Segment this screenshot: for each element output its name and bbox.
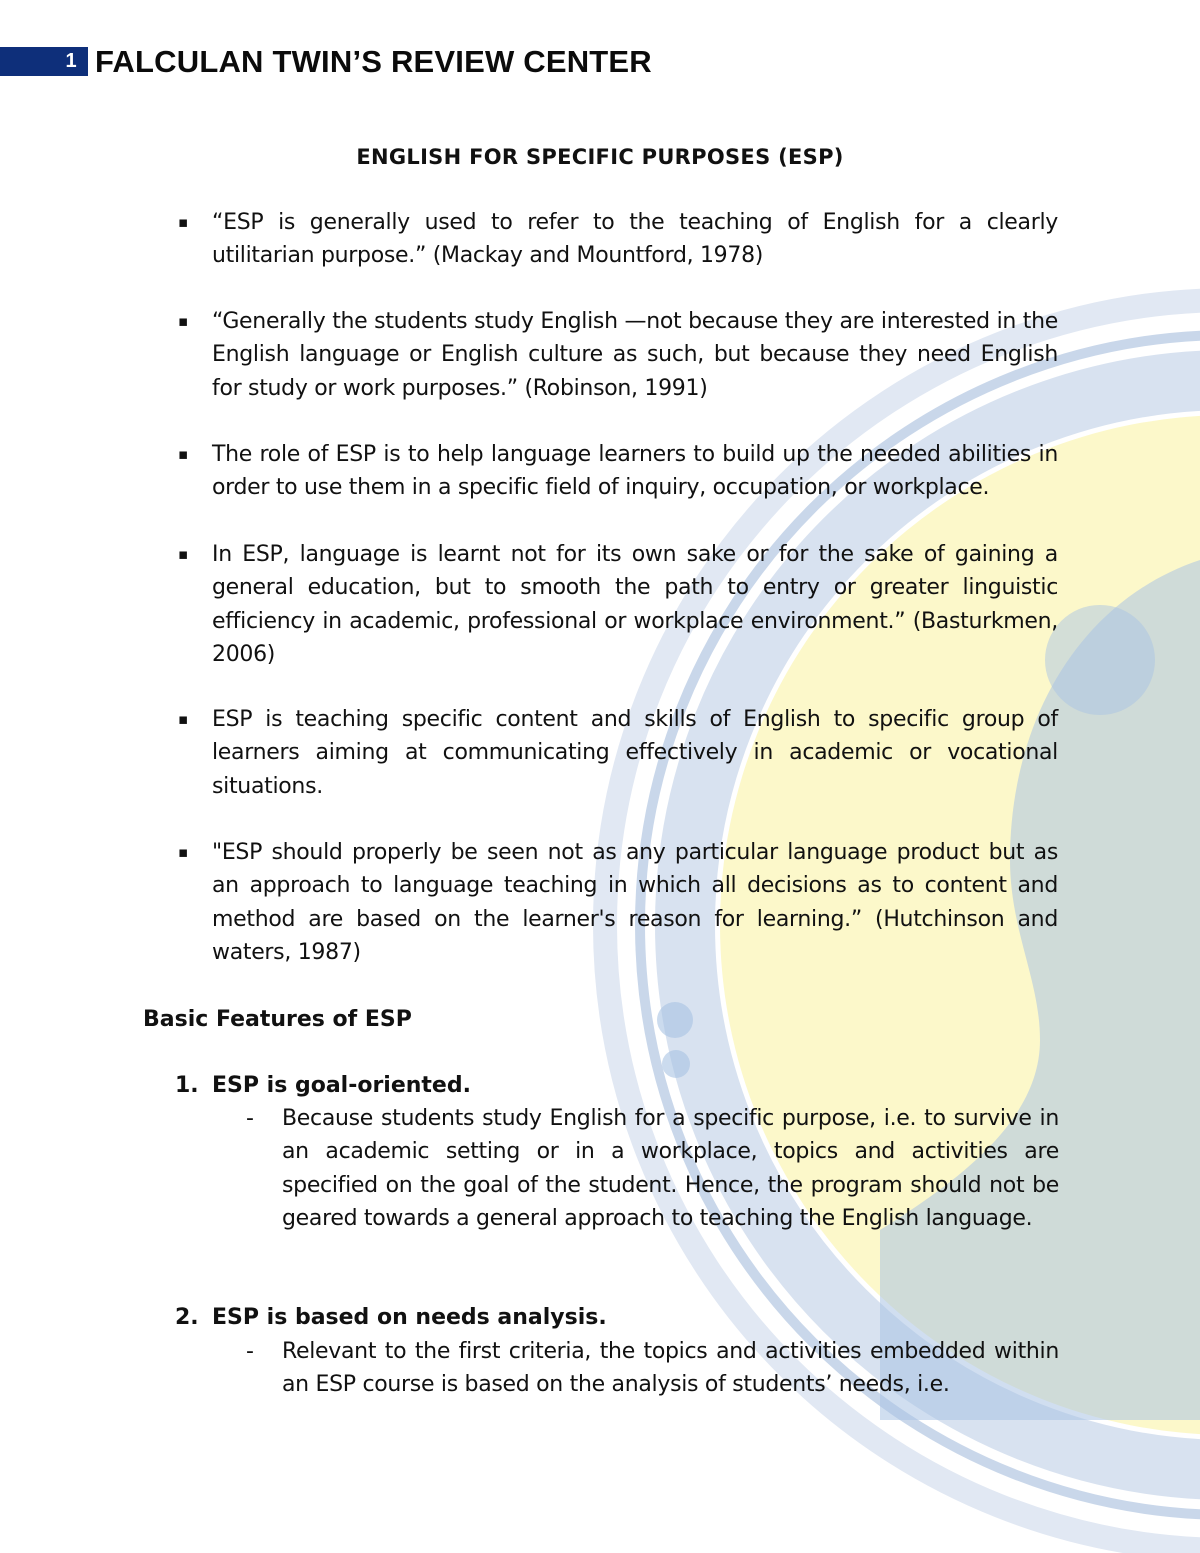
bullet-paragraph: "ESP should properly be seen not as any particular language product but as an approach to language teaching in which all decisions as to content and method are based on the learner's reason for learning.” (Hutchinson and waters, 1987)	[212, 840, 1058, 965]
bullet-marker: ▪	[178, 312, 189, 330]
bullet-paragraph: ESP is teaching specific content and skills of English to specific group of learners aiming at communicating effectively in academic or vocational situations.	[212, 707, 1058, 799]
feature-number: 2.	[175, 1305, 199, 1330]
bullet-paragraph: “ESP is generally used to refer to the teaching of English for a clearly utilitarian purpose.” (Mackay and Mountford, 1978)	[212, 210, 1058, 269]
bullet-paragraph: The role of ESP is to help language learners to build up the needed abilities in order to use them in a specific field of inquiry, occupation, or workplace.	[212, 442, 1058, 501]
header-title: FALCULAN TWIN’S REVIEW CENTER	[95, 44, 652, 79]
bullet-paragraph: “Generally the students study English —not because they are interested in the English language or English culture as such, but because they need English for study or work purposes.” (Robinson, 1991)	[212, 309, 1058, 401]
document-title: ENGLISH FOR SPECIFIC PURPOSES (ESP)	[356, 145, 844, 169]
bullet-marker: ▪	[178, 545, 189, 563]
feature-number: 1.	[175, 1073, 199, 1098]
section-title: Basic Features of ESP	[143, 1007, 412, 1032]
dash-marker: -	[246, 1339, 254, 1364]
bullet-marker: ▪	[178, 710, 189, 728]
page-number: 1	[65, 50, 77, 72]
feature-title: ESP is goal-oriented.	[212, 1073, 471, 1098]
bullet-marker: ▪	[178, 213, 189, 231]
feature-description: Because students study English for a specific purpose, i.e. to survive in an academic setting or in a workplace, topics and activities are specified on the goal of the student. Hence, the program should not be geared towards a general approach to teaching the English language.	[282, 1106, 1059, 1231]
feature-description: Relevant to the first criteria, the topics and activities embedded within an ESP course is based on the analysis of students’ needs, i.e.	[282, 1339, 1059, 1398]
dash-marker: -	[246, 1106, 254, 1131]
bullet-paragraph: In ESP, language is learnt not for its own sake or for the sake of gaining a general education, but to smooth the path to entry or greater linguistic efficiency in academic, professional or workplace environment.” (Basturkmen, 2006)	[212, 542, 1058, 667]
feature-title: ESP is based on needs analysis.	[212, 1305, 607, 1330]
bullet-marker: ▪	[178, 843, 189, 861]
bullet-marker: ▪	[178, 445, 189, 463]
